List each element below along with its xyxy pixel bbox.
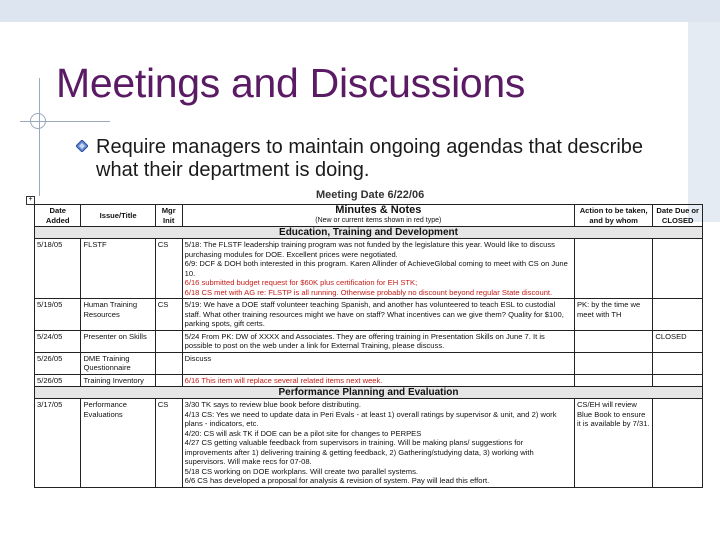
table-row <box>35 352 703 374</box>
header-due: Date Due or CLOSED <box>653 205 703 227</box>
mgr-init-cell <box>155 374 182 387</box>
due-cell <box>653 399 703 488</box>
note-line: 6/6 CS has developed a proposal for analysis & revision of system. Pay will lead this effort. <box>184 476 490 485</box>
date-added-cell: 5/24/05 <box>35 330 81 352</box>
date-added-cell: 5/18/05 <box>35 239 81 299</box>
mgr-init-cell: CS <box>155 299 182 331</box>
diamond-bullet-icon <box>76 140 88 152</box>
due-cell <box>653 239 703 299</box>
date-added-cell: 5/26/05 <box>35 374 81 387</box>
header-mgr-init: Mgr Init <box>155 205 182 227</box>
date-added-cell: 5/26/05 <box>35 352 81 374</box>
header-minutes <box>182 205 574 227</box>
action-cell <box>574 239 652 299</box>
note-line: 6/16 This item will replace several related items next week. <box>184 375 383 385</box>
header-minutes-title: Minutes & Notes <box>335 204 422 216</box>
minutes-cell <box>182 330 574 352</box>
action-cell <box>574 352 652 374</box>
note-line: 6/9: DCF & DOH both interested in this program. Karen Allinder of AchieveGlobal coming to meet with CS on June 10. <box>184 259 568 278</box>
note-line: 6/18 CS met with AG re: FLSTP is all running. Otherwise probably no discount beyond regular State discount. <box>184 287 553 297</box>
slide-title: Meetings and Discussions <box>56 60 526 106</box>
minutes-cell <box>182 352 574 374</box>
issue-title-cell: Presenter on Skills <box>81 330 155 352</box>
due-cell: CLOSED <box>653 330 703 352</box>
action-cell <box>574 374 652 387</box>
section-row <box>35 227 703 239</box>
table-row <box>35 239 703 299</box>
mgr-init-cell: CS <box>155 399 182 488</box>
action-cell: PK: by the time we meet with TH <box>574 299 652 331</box>
slide-top-band <box>0 0 720 22</box>
mgr-init-cell <box>155 330 182 352</box>
issue-title-cell: Performance Evaluations <box>81 399 155 488</box>
note-line: 5/19: We have a DOE staff volunteer teaching Spanish, and another has volunteered to teach ESL to custodial staff. What other training resources might we have on staff? What incentives can we give them? Quality for $100, parking spots, gift certs. <box>184 300 564 328</box>
note-line: 6/16 submitted budget request for $60K plus certification for EH STK; <box>184 278 418 287</box>
minutes-cell <box>182 239 574 299</box>
header-date-added: Date Added <box>35 205 81 227</box>
table-row <box>35 299 703 331</box>
table-row <box>35 399 703 488</box>
action-cell: CS/EH will review Blue Book to ensure it is available by 7/31. <box>574 399 652 488</box>
note-line: 5/18 CS working on DOE workplans. Will create two parallel systems. <box>184 466 419 476</box>
mgr-init-cell: CS <box>155 239 182 299</box>
due-cell <box>653 352 703 374</box>
issue-title-cell: DME Training Questionnaire <box>81 352 155 374</box>
issue-title-cell: FLSTF <box>81 239 155 299</box>
table-row <box>35 374 703 387</box>
issue-title-cell: Training Inventory <box>81 374 155 387</box>
date-added-cell: 3/17/05 <box>35 399 81 488</box>
due-cell <box>653 374 703 387</box>
mgr-init-cell <box>155 352 182 374</box>
due-cell <box>653 299 703 331</box>
slide-bullet <box>76 136 686 182</box>
meeting-table <box>34 204 703 488</box>
note-line: 3/30 TK says to review blue book before distributing. <box>184 400 361 409</box>
meeting-table-body <box>35 227 703 488</box>
move-handle-icon[interactable]: + <box>26 196 35 205</box>
issue-title-cell: Human Training Resources <box>81 299 155 331</box>
bullet-text: Require managers to maintain ongoing agendas that describe what their department is doing. <box>96 136 644 181</box>
note-line: 4/27 CS getting valuable feedback from supervisors in training. Will be making plans/ suggestions for improvements after 1) delivering training & getting feedback, 2) Gathering/studying data, 3) working with supervisors. Will make recs for 07-08. <box>184 438 534 466</box>
note-line: 5/24 From PK: DW of XXXX and Associates. They are offering training in Presentation Skills on June 7. It is possible to post on the web under a link for External Training, please discuss. <box>184 331 545 350</box>
section-title: Performance Planning and Evaluation <box>35 387 703 399</box>
note-line: 4/20: CS will ask TK if DOE can be a pilot site for changes to PERPES <box>184 428 422 438</box>
section-title: Education, Training and Development <box>35 227 703 239</box>
decor-ring <box>30 113 46 129</box>
minutes-cell <box>182 299 574 331</box>
meeting-date-title: Meeting Date 6/22/06 <box>316 189 425 201</box>
table-row <box>35 330 703 352</box>
header-minutes-sub: (New or current items shown in red type) <box>315 216 442 224</box>
date-added-cell: 5/19/05 <box>35 299 81 331</box>
note-line: 4/13 CS: Yes we need to update data in Peri Evals - at least 1) overall ratings by supervisor & unit, and 2) work plans - indicators, etc. <box>184 409 557 428</box>
note-line: Discuss <box>184 353 212 363</box>
header-action: Action to be taken, and by whom <box>574 205 652 227</box>
note-line: 5/18: The FLSTF leadership training program was not funded by the legislature this year. Would like to discuss purchasing modules for DOE. Excellent prices were negotiated. <box>184 240 555 259</box>
minutes-cell <box>182 374 574 387</box>
action-cell <box>574 330 652 352</box>
section-row <box>35 387 703 399</box>
decor-vertical-line <box>39 78 40 196</box>
header-issue-title: Issue/Title <box>81 205 155 227</box>
meeting-document <box>26 191 714 540</box>
minutes-cell <box>182 399 574 488</box>
